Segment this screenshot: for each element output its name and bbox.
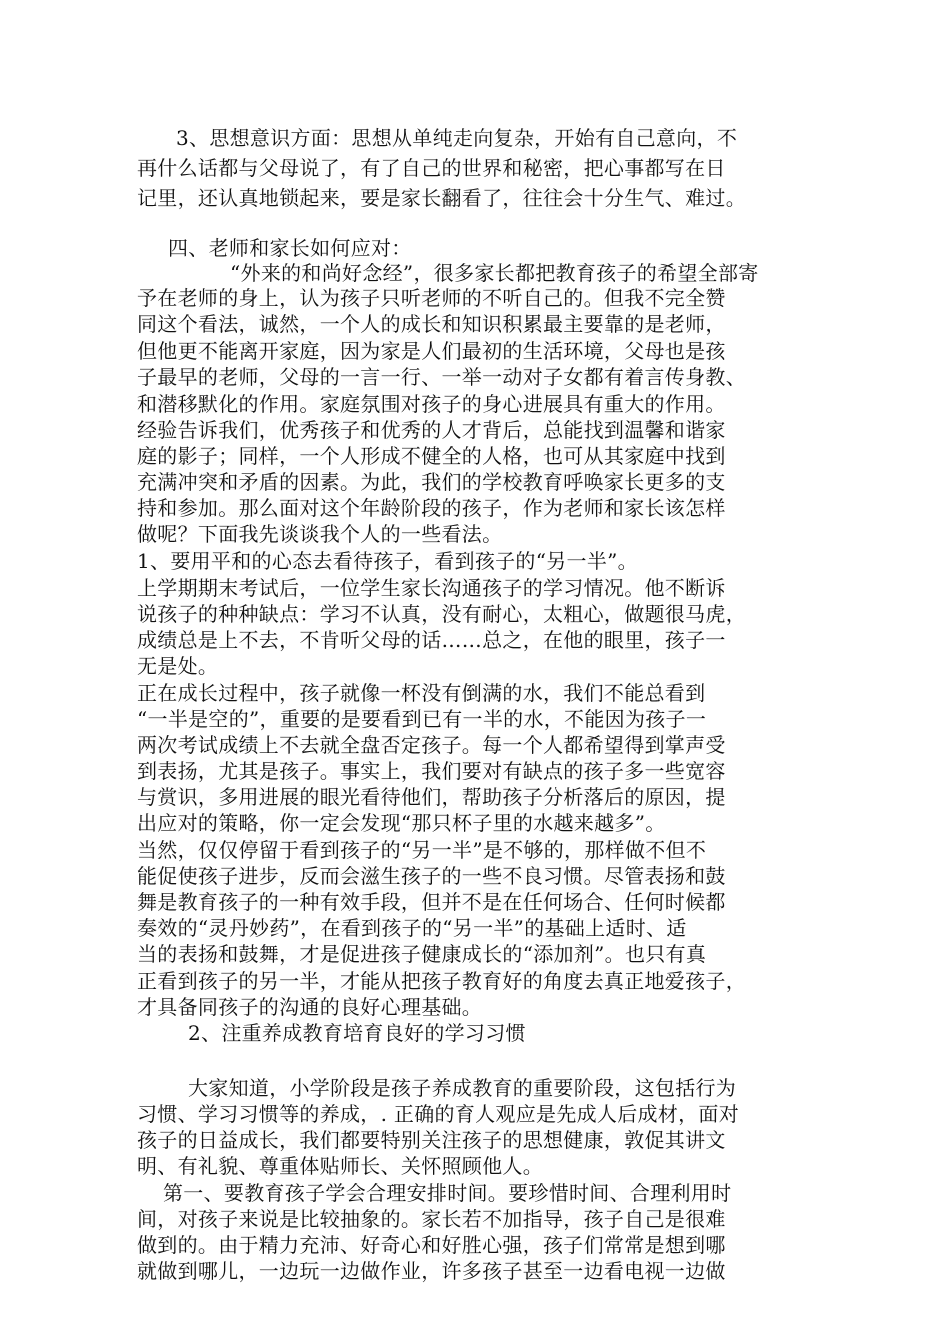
text-line: 孩子的日益成长，我们都要特别关注孩子的思想健康，敦促其讲文 [137,1128,726,1152]
text-line: 子最早的老师，父母的一言一行、一举一动对子女都有着言传身教、 [137,365,746,389]
text-line: 与赏识，多用进展的眼光看待他们，帮助孩子分析落后的原因，提 [137,785,726,809]
section-heading: 四、老师和家长如何应对： [168,236,412,260]
text-line: 正看到孩子的另一半，才能从把孩子教育好的角度去真正地爱孩子， [137,969,746,993]
text-line: 同这个看法，诚然，一个人的成长和知识积累最主要靠的是老师， [137,312,726,336]
text-line: 能促使孩子进步，反而会滋生孩子的一些不良习惯。尽管表扬和鼓 [137,864,726,888]
text-line: 就做到哪儿，一边玩一边做作业，许多孩子甚至一边看电视一边做 [137,1259,726,1283]
text-line: 到表扬，尤其是孩子。事实上，我们要对有缺点的孩子多一些宽容 [137,759,726,783]
text-line: 明、有礼貌、尊重体贴师长、关怀照顾他人。 [137,1154,543,1178]
text-line: “外来的和尚好念经”，很多家长都把教育孩子的希望全部寄 [230,261,759,285]
text-line: 才具备同孩子的沟通的良好心理基础。 [137,995,483,1019]
text-line: 充满冲突和矛盾的因素。为此，我们的学校教育呼唤家长更多的支 [137,470,726,494]
text-line: 再什么话都与父母说了，有了自己的世界和秘密，把心事都写在日 [137,156,726,180]
text-line: 无是处。 [137,654,219,678]
text-line: 予在老师的身上，认为孩子只听老师的不听自己的。但我不完全赞 [137,286,726,310]
text-line: 舞是教育孩子的一种有效手段，但并不是在任何场合、任何时候都 [137,890,726,914]
text-line: 说孩子的种种缺点：学习不认真，没有耐心，太粗心，做题很马虎， [137,602,746,626]
subheading: 2、注重养成教育培育良好的学习习惯 [188,1021,526,1045]
text-line: 成绩总是上不去，不肯听父母的话……总之，在他的眼里，孩子一 [137,628,726,652]
text-line: 持和参加。那么面对这个年龄阶段的孩子，作为老师和家长该怎样 [137,496,726,520]
text-line: 第一、要教育孩子学会合理安排时间。要珍惜时间、合理利用时 [163,1181,732,1205]
text-line: 奏效的“灵丹妙药”，在看到孩子的“另一半”的基础上适时、适 [137,916,687,940]
text-line: 3、思想意识方面：思想从单纯走向复杂，开始有自己意向，不 [176,126,738,150]
text-line: “一半是空的”，重要的是要看到已有一半的水，不能因为孩子一 [137,707,707,731]
text-line: 但他更不能离开家庭，因为家是人们最初的生活环境，父母也是孩 [137,339,726,363]
text-line: 习惯、学习习惯等的养成，. 正确的育人观应是先成人后成材，面对 [137,1102,740,1126]
text-line: 当然，仅仅停留于看到孩子的“另一半”是不够的，那样做不但不 [137,838,707,862]
subheading: 1、要用平和的心态去看待孩子，看到孩子的“另一半”。 [137,549,638,573]
text-line: 和潜移默化的作用。家庭氛围对孩子的身心进展具有重大的作用。 [137,392,726,416]
text-line: 大家知道，小学阶段是孩子养成教育的重要阶段，这包括行为 [188,1076,737,1100]
text-line: 记里，还认真地锁起来，要是家长翻看了，往往会十分生气、难过。 [137,186,746,210]
text-line: 经验告诉我们，优秀孩子和优秀的人才背后，总能找到温馨和谐家 [137,418,726,442]
text-line: 做到的。由于精力充沛、好奇心和好胜心强，孩子们常常是想到哪 [137,1233,726,1257]
text-line: 间，对孩子来说是比较抽象的。家长若不加指导，孩子自己是很难 [137,1207,726,1231]
text-line: 正在成长过程中，孩子就像一杯没有倒满的水，我们不能总看到 [137,681,706,705]
text-line: 庭的影子；同样，一个人形成不健全的人格，也可从其家庭中找到 [137,444,726,468]
text-line: 当的表扬和鼓舞，才是促进孩子健康成长的“添加剂”。也只有真 [137,942,707,966]
text-line: 做呢？下面我先谈谈我个人的一些看法。 [137,522,503,546]
text-line: 出应对的策略，你一定会发现“那只杯子里的水越来越多”。 [137,811,666,835]
text-line: 上学期期末考试后，一位学生家长沟通孩子的学习情况。他不断诉 [137,576,726,600]
text-line: 两次考试成绩上不去就全盘否定孩子。每一个人都希望得到掌声受 [137,733,726,757]
